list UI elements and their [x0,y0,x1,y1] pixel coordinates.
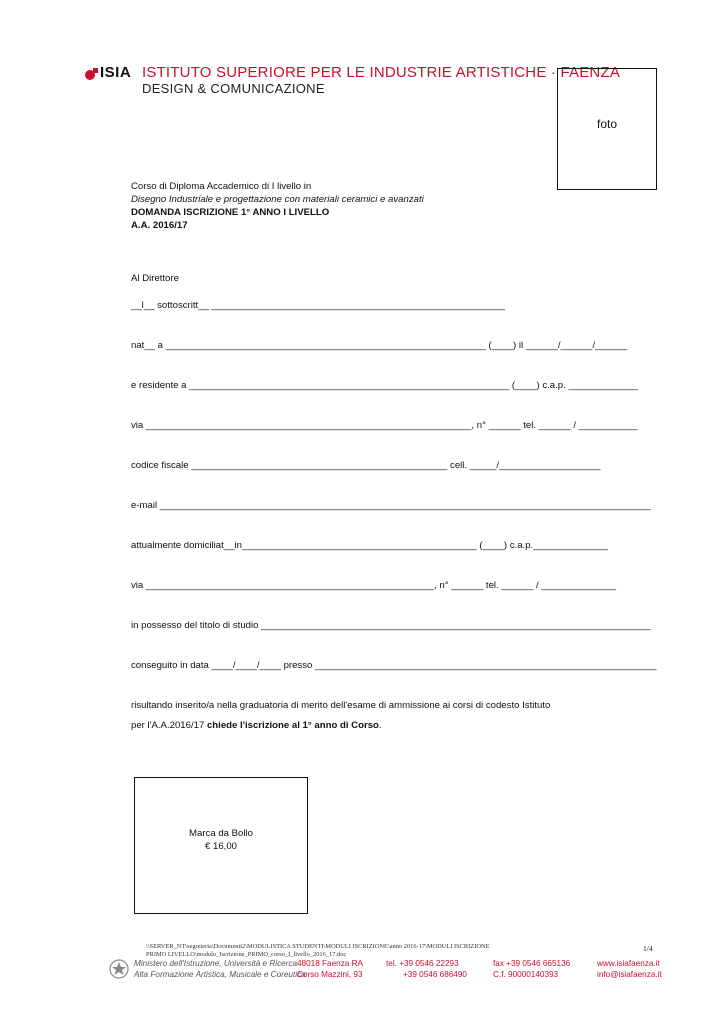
request-prefix: per l'A.A.2016/17 [131,720,207,731]
tax-id: C.f. 90000140393 [493,970,559,979]
request-suffix: . [378,720,382,731]
street-field[interactable]: via _____________________________________________________________, n° ______ tel. ______ / ___________ [131,420,638,431]
fax: fax +39 0546 665136 [493,959,571,968]
course-line: Corso di Diploma Accademico di I livello in [131,181,312,192]
study-title-field[interactable]: in possesso del titolo di studio _________________________________________________________________________ [131,620,651,631]
page-number: 1/4 [643,944,653,953]
form-title: DOMANDA ISCRIZIONE 1° ANNO I LIVELLO [131,207,330,218]
department-name: DESIGN & COMUNICAZIONE [142,81,325,96]
phone1: tel. +39 0546 22293 [386,959,459,968]
obtained-field[interactable]: conseguito in data ____/____/____ presso ________________________________________________________________ [131,660,657,671]
request-bold: chiede l'iscrizione al 1° anno di Corso [206,720,379,731]
isia-logo-icon [84,66,100,82]
stamp-label: Marca da Bollo [189,828,253,839]
photo-label: foto [596,117,617,131]
address-city: 48018 Faenza RA [297,959,363,968]
domicile-field[interactable]: attualmente domiciliat__in____________________________________________ (____) c.a.p.______________ [131,540,608,551]
logo-text: ISIA [100,64,132,81]
stamp-amount: € 16,00 [204,841,237,852]
ranking-text: risultando inserito/a nella graduatoria di merito dell'esame di ammissione ai corsi di codesto Istituto [131,700,551,711]
undersigned-field[interactable]: __l__ sottoscritt__ _______________________________________________________ [131,300,505,311]
photo-box [557,68,657,190]
republic-seal-icon [108,958,130,980]
ministry-line1: Ministero dell'Istruzione, Università e Ricerca [134,959,298,968]
institute-name: ISTITUTO SUPERIORE PER LE INDUSTRIE ARTISTICHE · FAENZA [142,64,621,81]
tax-code-field[interactable]: codice fiscale ________________________________________________ cell. _____/___________________ [131,460,601,471]
request-text [131,720,382,731]
birth-field[interactable]: nat__ a ____________________________________________________________ (____) il ______/______/______ [131,340,628,351]
address-street: Corso Mazzini, 93 [297,970,363,979]
residence-field[interactable]: e residente a ____________________________________________________________ (____) c.a.p. _____________ [131,380,638,391]
recipient: Al Direttore [131,273,179,284]
ministry-line2: Alta Formazione Artistica, Musicale e Coreutica [134,970,306,979]
email-link[interactable]: info@isiafaenza.it [597,970,662,979]
phone2: +39 0546 686490 [403,970,467,979]
academic-year: A.A. 2016/17 [131,220,188,231]
website-link[interactable]: www.isiafaenza.it [597,959,660,968]
course-name: Disegno Industriale e progettazione con materiali ceramici e avanzati [131,194,424,205]
revenue-stamp-box [134,777,308,914]
file-path: \\SERVER_NT\segreteria\Documenti2\MODULISTICA STUDENTI\MODULI ISCRIZIONE\anno 2016-17\MODULI ISCRIZIONE PRIMO LIVELLO\modulo_Iscrizione_PRIMO_corso_I_livello_2016_17.doc [146,943,490,958]
street2-field[interactable]: via ______________________________________________________, n° ______ tel. ______ / ______________ [131,580,617,591]
email-field[interactable]: e-mail ____________________________________________________________________________________________ [131,500,651,511]
